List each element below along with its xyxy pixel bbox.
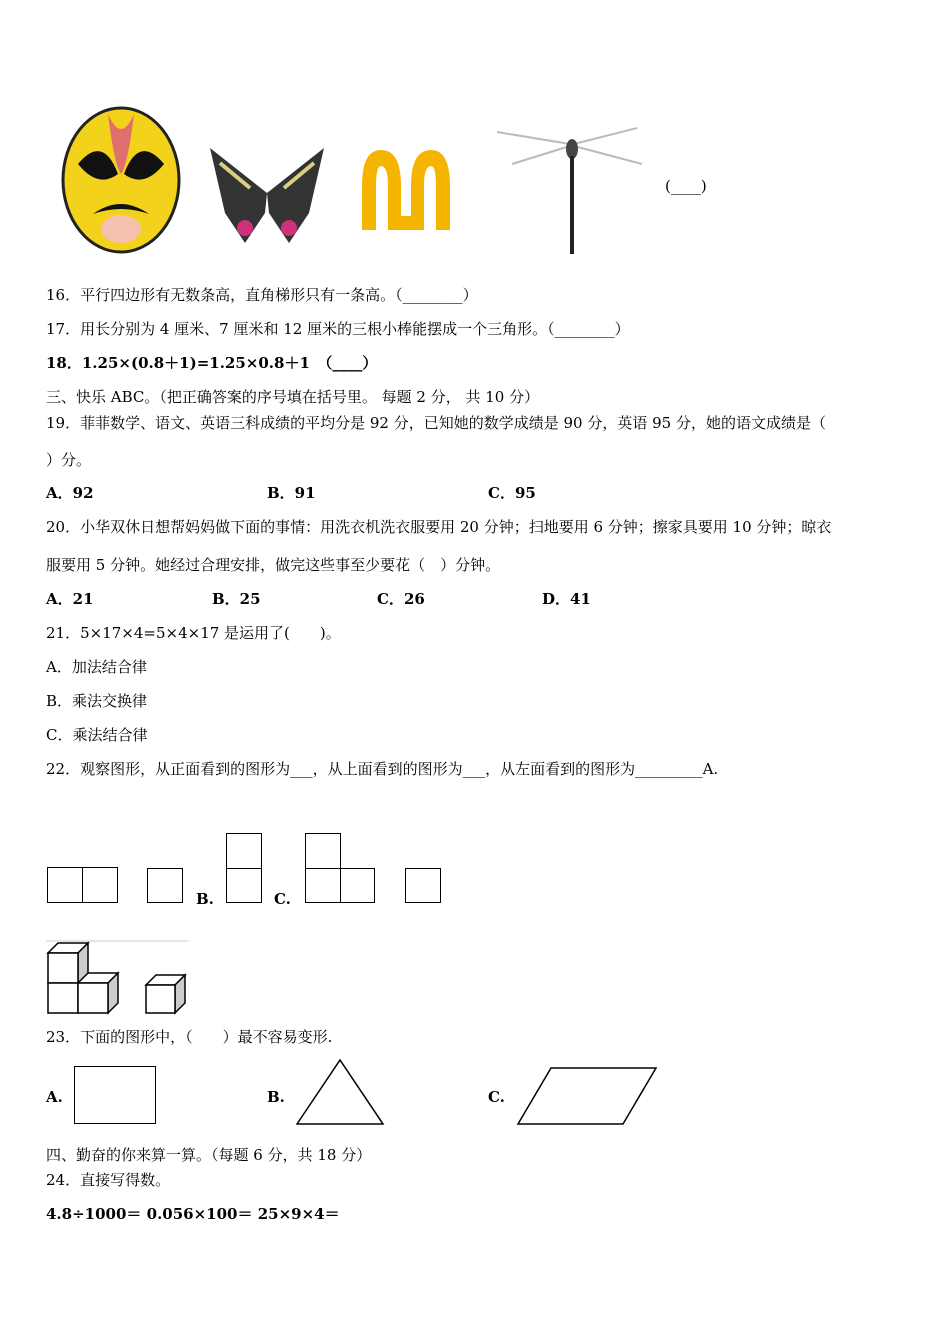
q19-option-c[interactable]: C．95 bbox=[488, 484, 536, 502]
view-b-square-top bbox=[226, 833, 262, 869]
question-17: 17．用长分别为 4 厘米、7 厘米和 12 厘米的三根小棒能摆成一个三角形。（________） bbox=[46, 320, 630, 338]
view-single-square bbox=[147, 868, 183, 903]
rectangle-shape bbox=[74, 1066, 156, 1124]
mcdonalds-logo-image bbox=[356, 146, 456, 232]
question-16: 16．平行四边形有无数条高，直角梯形只有一条高。（________） bbox=[46, 286, 478, 304]
question-20-line1: 20．小华双休日想帮妈妈做下面的事情：用洗衣机洗衣服要用 20 分钟；扫地要用 6 分钟；擦家具要用 10 分钟；晾衣 bbox=[46, 518, 832, 536]
q15-answer-blank[interactable]: (____) bbox=[665, 177, 707, 195]
q21-option-b[interactable]: B．乘法交换律 bbox=[46, 692, 148, 710]
view-c-square-br bbox=[340, 868, 375, 903]
q20-option-b[interactable]: B．25 bbox=[212, 590, 261, 608]
question-19-line2: ）分。 bbox=[46, 451, 92, 469]
dragonfly-image bbox=[492, 124, 652, 256]
triangle-shape bbox=[294, 1058, 386, 1126]
opera-mask-image bbox=[58, 104, 184, 256]
view-c-square-top bbox=[305, 833, 341, 869]
q19-option-b[interactable]: B．91 bbox=[267, 484, 316, 502]
parallelogram-shape bbox=[515, 1066, 659, 1126]
q23-label-b[interactable]: B. bbox=[267, 1088, 285, 1106]
q22-label-c[interactable]: C. bbox=[274, 890, 291, 908]
view-c-square-bl bbox=[305, 868, 341, 903]
q20-option-c[interactable]: C．26 bbox=[377, 590, 425, 608]
q19-option-a[interactable]: A．92 bbox=[46, 484, 94, 502]
view-d-square bbox=[405, 868, 441, 903]
question-24-calculations: 4.8÷1000＝ 0.056×100＝ 25×9×4＝ bbox=[46, 1205, 340, 1223]
view-a-square-2 bbox=[82, 867, 118, 903]
question-18: 18．1.25×(0.8＋1)=1.25×0.8＋1 （____） bbox=[46, 354, 378, 372]
question-24: 24．直接写得数。 bbox=[46, 1171, 171, 1189]
question-21: 21．5×17×4=5×4×17 是运用了( )。 bbox=[46, 624, 341, 642]
q20-option-d[interactable]: D．41 bbox=[542, 590, 591, 608]
section-4-heading: 四、勤奋的你来算一算。（每题 6 分，共 18 分） bbox=[46, 1146, 372, 1164]
q22-label-b[interactable]: B. bbox=[196, 890, 214, 908]
butterfly-image bbox=[205, 143, 329, 247]
question-23: 23．下面的图形中，（ ）最不容易变形. bbox=[46, 1028, 333, 1046]
q20-option-a[interactable]: A．21 bbox=[46, 590, 94, 608]
question-22: 22．观察图形，从正面看到的图形为___，从上面看到的图形为___，从左面看到的图形为_________A. bbox=[46, 760, 719, 778]
q23-label-a[interactable]: A. bbox=[46, 1088, 63, 1106]
question-19-line1: 19．菲菲数学、语文、英语三科成绩的平均分是 92 分，已知她的数学成绩是 90 分，英语 95 分，她的语文成绩是（ bbox=[46, 414, 826, 432]
view-a-square-1 bbox=[47, 867, 83, 903]
q23-label-c[interactable]: C. bbox=[488, 1088, 505, 1106]
view-b-square-bottom bbox=[226, 868, 262, 903]
cube-stack-figure bbox=[46, 940, 188, 1016]
question-20-line2: 服要用 5 分钟。她经过合理安排，做完这些事至少要花（ ）分钟。 bbox=[46, 556, 501, 574]
section-3-heading: 三、快乐 ABC。（把正确答案的序号填在括号里。 每题 2 分， 共 10 分） bbox=[46, 388, 540, 406]
q21-option-c[interactable]: C．乘法结合律 bbox=[46, 726, 148, 744]
q21-option-a[interactable]: A．加法结合律 bbox=[46, 658, 147, 676]
